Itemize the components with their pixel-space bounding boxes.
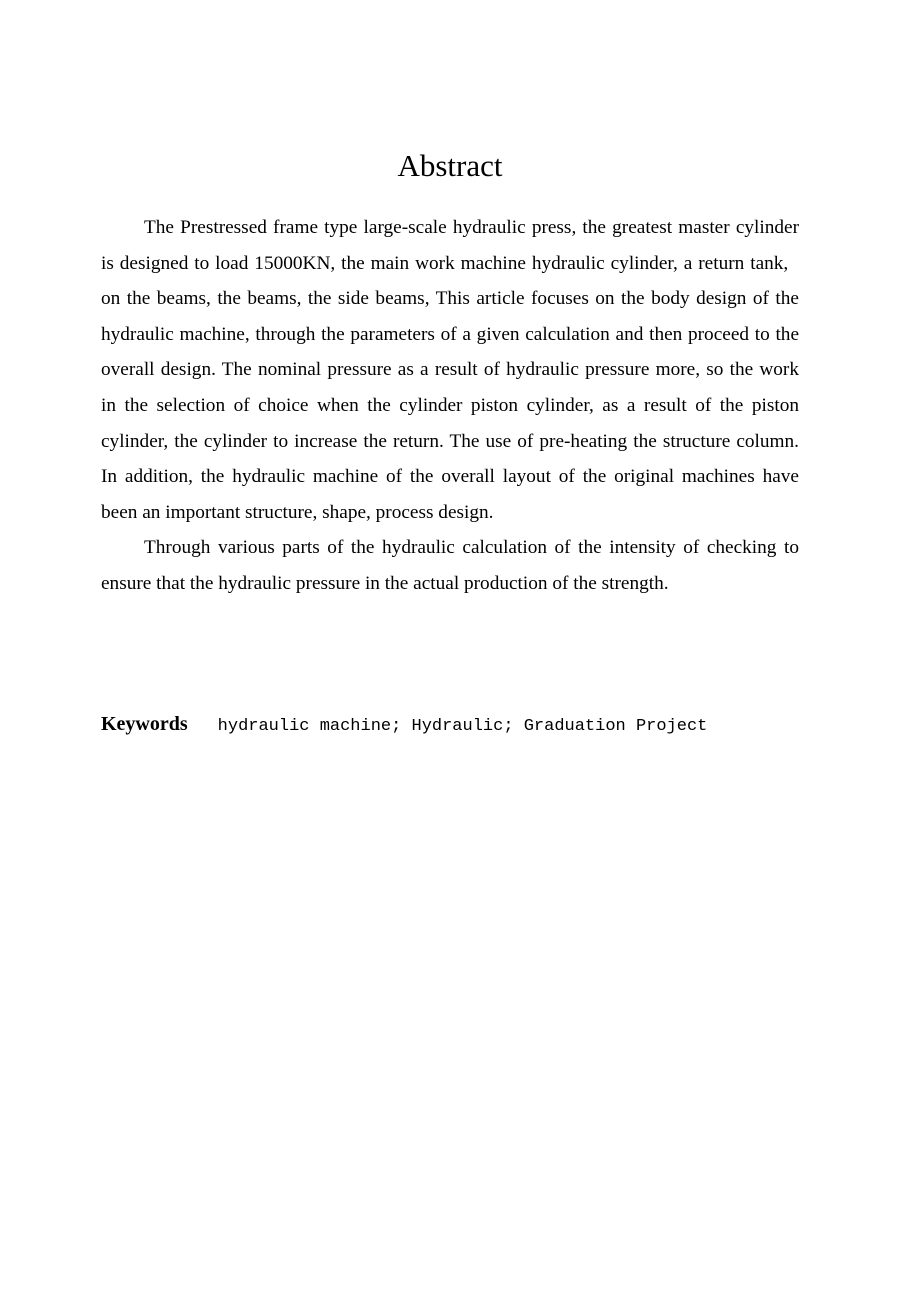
abstract-paragraph-1: The Prestressed frame type large-scale hydraulic press, the greatest master cylinder is designed to load 15000KN, the main work machine hydraulic cylinder, a return tank, on the beams, the beams, the side beams, This article focuses on the body design of the hydraulic machine, through the parameters of a given calculation and then proceed to the overall design. The nominal pressure as a result of hydraulic pressure more, so the work in the selection of choice when the cylinder piston cylinder, as a result of the piston cylinder, the cylinder to increase the return. The use of pre-heating the structure column. In addition, the hydraulic machine of the overall layout of the original machines have been an important structure, shape, process design. [101, 217, 799, 523]
abstract-paragraph-2: Through various parts of the hydraulic calculation of the intensity of checking to ensure that the hydraulic pressure in the actual production of the strength. [101, 537, 799, 594]
keywords-list: hydraulic machine; Hydraulic; Graduation Project [217, 717, 708, 736]
page-title: Abstract [397, 148, 503, 183]
keywords-line [101, 707, 861, 741]
abstract-body [101, 210, 799, 602]
keywords-label: Keywords [101, 713, 188, 735]
